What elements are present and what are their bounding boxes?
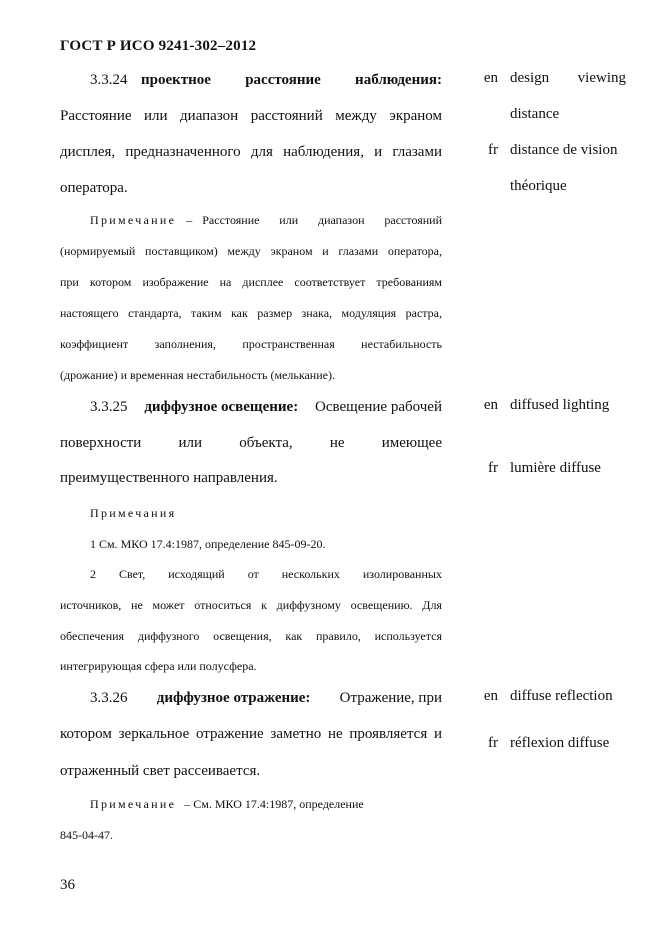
english-term: diffused lighting (510, 397, 610, 413)
definition-word: не (329, 435, 345, 451)
note-line: интегрирующая сфера или полусфера. (60, 659, 257, 673)
definition-start: Отражение, при (339, 690, 442, 706)
document-header: ГОСТ Р ИСО 9241-302–2012 (60, 38, 257, 54)
term-title: диффузное отражение: (156, 690, 311, 706)
note-line: при котором изображение на дисплее соответствует требованиям (60, 275, 442, 289)
term-title-line (90, 397, 442, 417)
definition-line: отраженный свет рассеивается. (60, 763, 261, 779)
note-line: настоящего стандарта, таким как размер знака, модуляция растра, (60, 306, 442, 320)
note-line: Расстояние или диапазон расстояний (202, 213, 442, 227)
definition-line: котором зеркальное отражение заметно не проявляется и (60, 726, 442, 742)
note-first-line (90, 796, 364, 812)
term-title-line (90, 688, 442, 708)
notes-label: Примечания (90, 506, 177, 520)
definition-word: объекта, (239, 435, 293, 451)
english-term (510, 70, 626, 87)
note-line: (дрожание) и временная нестабильность (мелькание). (60, 368, 335, 382)
note-word: Свет, (118, 567, 146, 581)
english-term-word: viewing (577, 70, 626, 86)
note-word: исходящий (168, 567, 225, 581)
definition-start: Освещение рабочей (315, 399, 442, 415)
term-title: диффузное освещение: (144, 399, 299, 415)
page-number: 36 (60, 877, 75, 893)
note-line: источников, не может относиться к диффузному освещению. Для (60, 598, 442, 612)
note-label: Примечание (90, 213, 177, 227)
french-term: distance de vision (510, 142, 618, 158)
french-term: réflexion diffuse (510, 735, 610, 751)
note-line: (нормируемый поставщиком) между экраном и глазами оператора, (60, 244, 442, 258)
note-text: – См. МКО 17.4:1987, определение (184, 797, 364, 811)
definition-word: имеющее (381, 435, 442, 451)
language-code-en: en (483, 70, 498, 86)
language-code-en: en (483, 688, 498, 704)
note-word: 2 (90, 567, 96, 581)
french-term: lumière diffuse (510, 460, 601, 476)
term-title (141, 70, 442, 90)
term-number: 3.3.25 (90, 399, 128, 415)
language-code-fr: fr (488, 460, 498, 476)
french-term-continued: théorique (510, 178, 567, 194)
definition-line: дисплея, предназначенного для наблюдения, и глазами (60, 144, 442, 160)
language-code-fr: fr (488, 735, 498, 751)
note-dash: – (186, 213, 193, 227)
note-2-first-line (90, 566, 442, 582)
note-line: коэффициент заполнения, пространственная нестабильность (60, 337, 442, 351)
note-line: 845-04-47. (60, 828, 113, 842)
english-term-word: design (510, 70, 550, 86)
note-1: 1 См. МКО 17.4:1987, определение 845-09-20. (90, 537, 326, 551)
term-number: 3.3.24 (90, 72, 128, 88)
note-word: нескольких (281, 567, 340, 581)
term-number: 3.3.26 (90, 690, 128, 706)
language-code-fr: fr (488, 142, 498, 158)
note-line: обеспечения диффузного освещения, как правило, используется (60, 629, 442, 643)
definition-word: или (178, 435, 203, 451)
definition-line: оператора. (60, 180, 128, 196)
definition-line: Расстояние или диапазон расстояний между экраном (60, 108, 442, 124)
definition-word: поверхности (60, 435, 142, 451)
english-term-continued: distance (510, 106, 560, 122)
term-word: расстояние (245, 72, 321, 88)
note-word: изолированных (362, 567, 442, 581)
language-code-en: en (483, 397, 498, 413)
note-word: от (247, 567, 259, 581)
note-first-line (90, 212, 442, 228)
english-term: diffuse reflection (510, 688, 613, 704)
term-word: проектное (141, 72, 211, 88)
term-word: наблюдения: (355, 72, 442, 88)
definition-line: преимущественного направления. (60, 470, 278, 486)
note-label: Примечание (90, 797, 177, 811)
definition-line (60, 433, 442, 453)
